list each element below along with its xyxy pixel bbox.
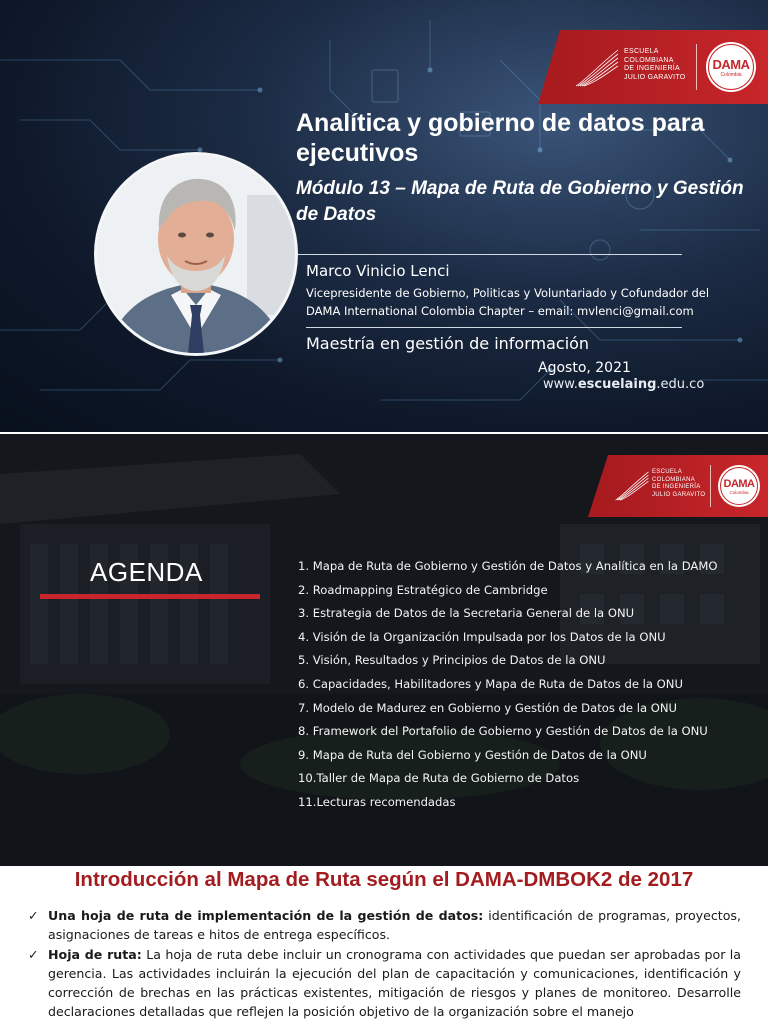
presentation-date: Agosto, 2021 [538,360,631,376]
divider-2 [306,327,682,328]
agenda-item: 9. Mapa de Ruta del Gobierno y Gestión de Datos de la ONU [298,747,647,762]
school-name: ESCUELA COLOMBIANA DE INGENIERÍA JULIO GARAVITO [624,48,686,81]
dama-logo [706,42,756,92]
website-link[interactable] [543,377,704,392]
website-suffix: .edu.co [656,377,705,392]
agenda-item: 3. Estrategia de Datos de la Secretaria General de la ONU [298,606,635,621]
agenda-item: 1. Mapa de Ruta de Gobierno y Gestión de Datos y Analítica en la DAMO [298,559,718,573]
agenda-list [298,556,718,816]
checkmark-icon: ✓ [28,947,39,962]
module-subtitle: Módulo 13 – Mapa de Ruta de Gobierno y Gestión de Datos [296,178,744,225]
intro-slide [0,866,768,1024]
agenda-item: 7. Modelo de Madurez en Gobierno y Gestión de Datos de la ONU [298,700,678,715]
school-name: ESCUELA COLOMBIANA DE INGENIERÍA JULIO GARAVITO [652,469,706,498]
bullet-term: Hoja de ruta: [48,947,142,962]
agenda-item: 10.Taller de Mapa de Ruta de Gobierno de Datos [298,771,580,786]
presenter-portrait [94,152,298,356]
dama-logo-text: DAMA [723,477,755,490]
checkmark-icon: ✓ [28,908,39,923]
divider [294,254,682,255]
agenda-title-underline [40,594,260,599]
presentation-title: Analítica y gobierno de datos para ejecutivos [296,109,705,167]
agenda-item: 5. Visión, Resultados y Principios de Datos de la ONU [298,653,606,668]
bullet-text: identificación de programas, proyectos, asignaciones de tareas e hitos de entrega específicos. [48,908,741,942]
agenda-item: 6. Capacidades, Habilitadores y Mapa de Ruta de Datos de la ONU [298,676,683,691]
website-prefix: www. [543,377,578,392]
slide-title: Introducción al Mapa de Ruta según el DAMA-DMBOK2 de 2017 [74,868,694,891]
bullet-item [28,906,741,944]
title-slide [0,0,768,432]
agenda-item: 2. Roadmapping Estratégico de Cambridge [298,582,548,597]
agenda-title: AGENDA [90,557,203,587]
agenda-item: 8. Framework del Portafolio de Gobierno y Gestión de Datos de la ONU [298,724,708,739]
agenda-item: 4. Visión de la Organización Impulsada por los Datos de la ONU [298,629,666,644]
website-domain: escuelaing [577,377,657,392]
brand-divider [710,465,711,507]
dama-logo-text: DAMA [712,56,750,72]
dama-chapter: Colombia [720,71,742,78]
agenda-slide [0,434,768,866]
bullet-text: La hoja de ruta debe incluir un cronograma con actividades que puedan ser aprobadas por la gerencia. Las actividades incluirán la ejecución del plan de capacitación y comunicaciones, identificación y corrección de brechas en las prácticas existentes, mitigación de riesgos y planes de monitoreo. Desarrolle declaraciones detalladas que reflejen la posición objetivo de la organización sobre el manejo [48,947,741,1019]
brand-banner [560,30,768,104]
dama-chapter: Colombia [729,489,749,495]
bullet-list [28,906,741,1022]
brand-divider [696,44,697,90]
presenter-name: Marco Vinicio Lenci [306,262,450,280]
escuela-logo-icon [614,469,650,503]
brand-banner [608,455,768,517]
agenda-item: 11.Lecturas recomendadas [298,794,456,809]
escuela-logo-icon [574,48,620,88]
bullet-item [28,945,741,1021]
program-name: Maestría en gestión de información [306,334,590,353]
dama-logo [718,465,760,507]
bullet-term: Una hoja de ruta de implementación de la gestión de datos: [48,908,484,923]
presenter-role: Vicepresidente de Gobierno, Politicas y Voluntariado y Cofundador del DAMA International Colombia Chapter – email: mvlenci@gmail.com [306,286,710,318]
